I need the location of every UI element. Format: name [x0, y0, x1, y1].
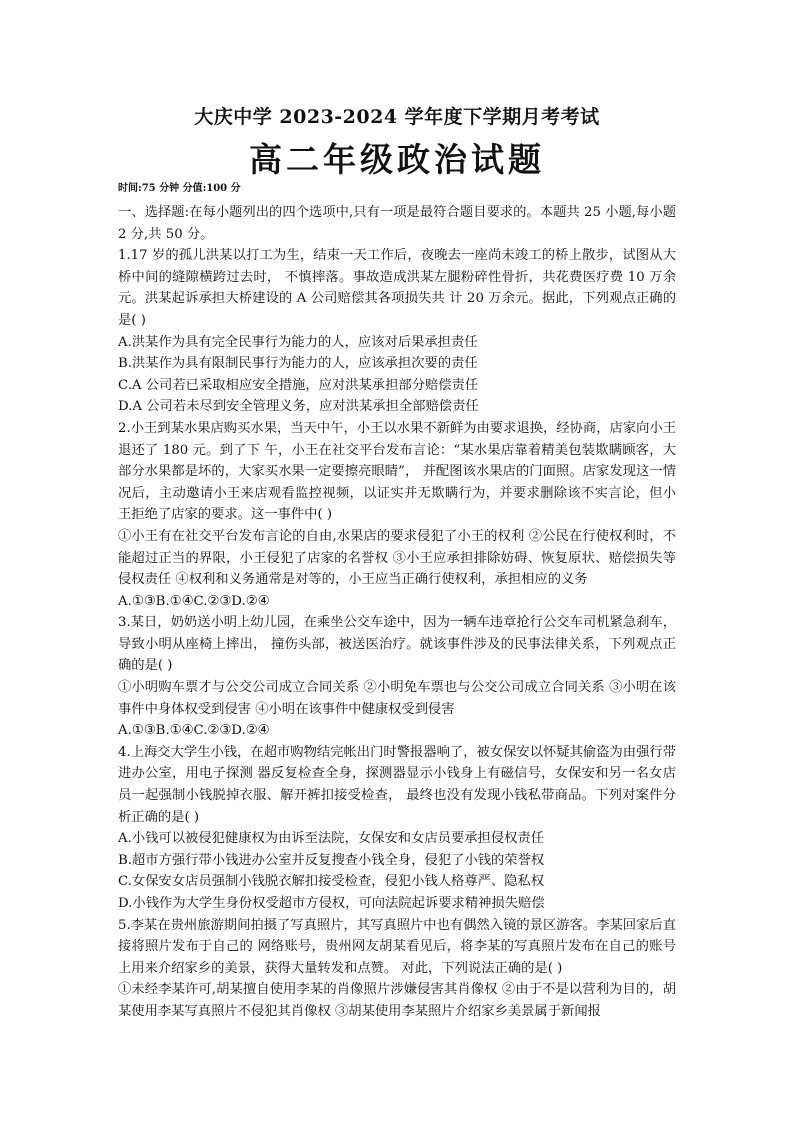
question-4-stem: 4.上海交大学生小钱，在超市购物结完帐出门时警报器响了，被女保安以怀疑其偷盗为由强行带进办公室，用电子探测 器反复检查全身，探测器显示小钱身上有磁信号，女保安和另一名女店员一起强制小钱脱掉衣服、解开裤扣接受检查， 最终也没有发现小钱私带商品。下列对案件分析正确的是( )	[118, 744, 676, 825]
question-2-answer-choices: A.①③B.①④C.②③D.②④	[118, 593, 270, 609]
question-1-option-b: B.洪某作为具有限制民事行为能力的人，应该承担次要的责任	[118, 356, 478, 372]
question-2-statements: ①小王有在社交平台发布言论的自由,水果店的要求侵犯了小王的权利 ②公民在行使权利时，不能超过正当的界限，小王侵犯了店家的名誉权 ③小王应承担排除妨碍、恢复原状、赔偿损失等侵权责任 ④权利和义务通常是对等的，小王应当正确行使权利，承担相应的义务	[118, 528, 676, 588]
question-1-option-c: C.A 公司若已采取相应安全措施，应对洪某承担部分赔偿责任	[118, 377, 479, 393]
question-4-option-a: A.小钱可以被侵犯健康权为由诉至法院，女保安和女店员要承担侵权责任	[118, 831, 545, 847]
section-instructions: 一、选择题:在每小题列出的四个选项中,只有一项是最符合题目要求的。本题共 25 小题,每小题 2 分,共 50 分。	[118, 205, 676, 242]
question-5-stem: 5.李某在贵州旅游期间拍摄了写真照片，其写真照片中也有偶然入镜的景区游客。李某回家后直接将照片发布于自己的 网络账号，贵州网友胡某看见后，将李某的写真照片发布在自己的账号上用来介绍家乡的美景，获得大量转发和点赞。 对此，下列说法正确的是( )	[118, 917, 676, 976]
question-4-option-c: C.女保安女店员强制小钱脱衣解扣接受检查，侵犯小钱人格尊严、隐私权	[118, 874, 545, 890]
exam-subject-title: 高二年级政治试题	[249, 140, 545, 179]
question-4-option-d: D.小钱作为大学生身份权受超市方侵权，可向法院起诉要求精神损失赔偿	[118, 896, 545, 911]
question-5-statements: ①未经李某许可,胡某擅自使用李某的肖像照片涉嫌侵害其肖像权 ②由于不是以营利为目的，胡某使用李某写真照片不侵犯其肖像权 ③胡某使用李某照片介绍家乡美景属于新闻报	[118, 982, 676, 1019]
question-3-statements: ①小明购车票才与公交公司成立合同关系 ②小明免车票也与公交公司成立合同关系 ③小明在该事件中身体权受到侵害 ④小明在该事件中健康权受到侵害	[118, 680, 676, 717]
question-1-option-a: A.洪某作为具有完全民事行为能力的人，应该对后果承担责任	[118, 334, 478, 350]
exam-time-score: 时间:75 分钟 分值:100 分	[118, 183, 241, 194]
question-2-stem: 2.小王到某水果店购买水果，当天中午，小王以水果不新鲜为由要求退换，经协商，店家向小王退还了 180 元。到了下 午，小王在社交平台发布言论：“某水果店靠着精美包装欺瞒顾客，大部分水果都是坏的，大家买水果一定要擦亮眼睛”， 并配图该水果店的门面照。店家发现这一情况后，主动邀请小王来店观看监控视频，以证实并无欺瞒行为，并要求删除该不实言论，但小王拒绝了店家的要求。这一事件中( )	[118, 420, 676, 523]
question-1-option-d: D.A 公司若未尽到安全管理义务，应对洪某承担全部赔偿责任	[118, 399, 479, 415]
question-4-option-b: B.超市方强行带小钱进办公室并反复搜查小钱全身，侵犯了小钱的荣誉权	[118, 852, 545, 868]
question-3-answer-choices: A.①③B.①④C.②③D.②④	[118, 723, 270, 739]
question-1-stem: 1.17 岁的孤儿洪某以打工为生，结束一天工作后，夜晚去一座尚未竣工的桥上散步，试图从大桥中间的缝隙横跨过去时， 不慎摔落。事故造成洪某左腿粉碎性骨折，共花费医疗费 10 万余元。洪某起诉承担大桥建设的 A 公司赔偿其各项损失共 计 20 万余元。据此，下列观点正确的是( )	[118, 248, 676, 328]
exam-school-title: 大庆中学 2023-2024 学年度下学期月考考试	[194, 106, 600, 128]
question-3-stem: 3.某日，奶奶送小明上幼儿园，在乘坐公交车途中，因为一辆车违章抢行公交车司机紧急刹车，导致小明从座椅上摔出， 撞伤头部，被送医治疗。就该事件涉及的民事法律关系，下列观点正确的是( )	[118, 615, 676, 674]
question-body	[118, 202, 676, 1023]
